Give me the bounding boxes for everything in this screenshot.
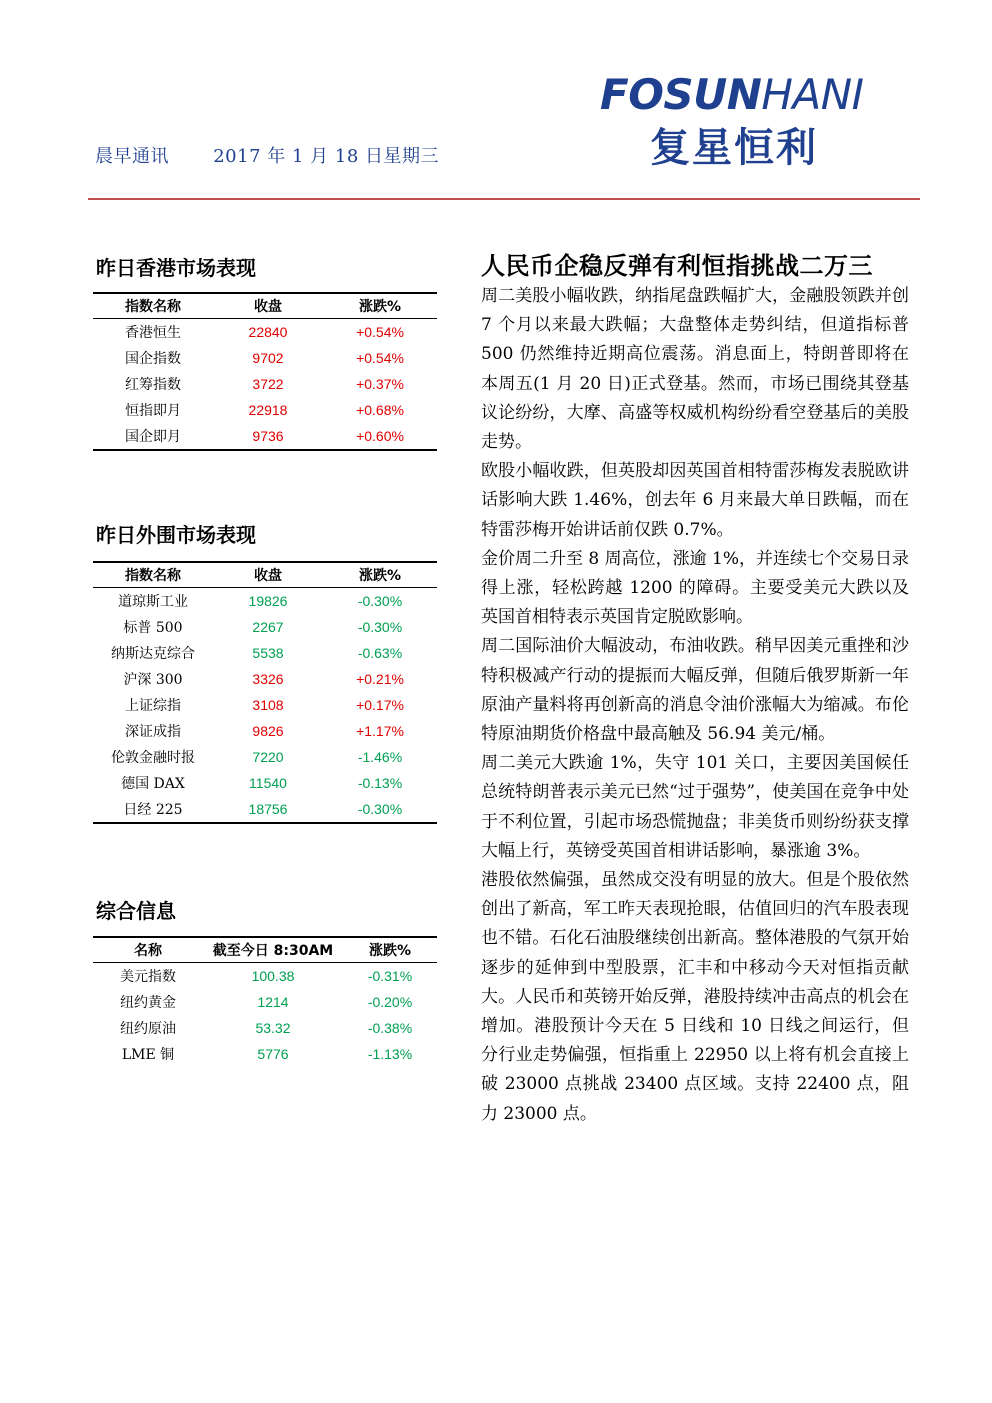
global-market-title: 昨日外围市场表现 <box>96 523 256 547</box>
article-paragraph: 周二美元大跌逾 1%，失守 101 关口，主要因美国候任总统特朗普表示美元已然“过于强势”，使美国在竞争中处于不利位置，引起市场恐慌抛盘；非美货币则纷纷获支撑大幅上行，英镑受英国首相讲话影响，暴涨逾 3%。 <box>481 753 909 861</box>
index-name: 美元指数 <box>120 969 176 985</box>
index-name: 国企即月 <box>93 423 213 450</box>
index-name: 香港恒生 <box>125 325 181 341</box>
index-change: -0.30% <box>357 593 403 609</box>
index-name: 红筹指数 <box>125 377 181 393</box>
article-title: 人民币企稳反弹有利恒指挑战二万三 <box>481 252 873 280</box>
index-change: +1.17% <box>356 723 404 739</box>
table-row <box>93 1015 437 1041</box>
table-row <box>93 319 437 346</box>
article-body <box>481 282 909 1129</box>
index-name: 沪深 300 <box>123 672 183 688</box>
index-name: 日经 225 <box>93 796 213 823</box>
col-header-name: 指数名称 <box>93 293 213 319</box>
col-header-close: 收盘 <box>213 293 323 319</box>
index-change: +0.54% <box>356 324 404 340</box>
index-change: -0.20% <box>367 994 413 1010</box>
index-name: 伦敦金融时报 <box>111 750 195 766</box>
index-change: +0.21% <box>356 671 404 687</box>
table-row <box>93 692 437 718</box>
table-row <box>93 371 437 397</box>
index-name: 道琼斯工业 <box>118 594 188 610</box>
table-row <box>93 423 437 450</box>
index-change: +0.37% <box>356 376 404 392</box>
index-change: -0.63% <box>357 645 403 661</box>
col-header-change: 涨跌% <box>343 937 437 963</box>
index-change: +0.17% <box>356 697 404 713</box>
company-logo-cn: 复星恒利 <box>650 125 818 171</box>
index-close: 7220 <box>252 749 284 765</box>
table-row <box>93 989 437 1015</box>
article-paragraph: 周二美股小幅收跌，纳指尾盘跌幅扩大，金融股领跌并创 7 个月以来最大跌幅；大盘整体走势纠结，但道指标普 500 仍然维持近期高位震荡。消息面上，特朗普即将在本周五(1 月 20 日)正式登基。然而，市场已围绕其登基议论纷纷，大摩、高盛等权威机构纷纷看空登基后的美股走势。 <box>481 286 909 453</box>
index-change: -1.13% <box>367 1046 413 1062</box>
general-info-title: 综合信息 <box>96 899 176 923</box>
table-header-row <box>93 562 437 588</box>
global-market-table <box>93 561 437 824</box>
index-close: 22918 <box>248 402 288 418</box>
index-close: 22840 <box>248 324 288 340</box>
col-header-name: 名称 <box>93 937 203 963</box>
index-close: 3722 <box>252 376 284 392</box>
index-change: +0.60% <box>323 423 437 450</box>
table-row <box>93 718 437 744</box>
index-name: 上证综指 <box>125 698 181 714</box>
index-close: 9702 <box>252 350 284 366</box>
table-row <box>93 588 437 615</box>
index-close: 11540 <box>249 775 287 791</box>
index-change: -0.13% <box>357 775 403 791</box>
col-header-change: 涨跌% <box>323 562 437 588</box>
index-change: -0.38% <box>367 1020 413 1036</box>
index-name: 纽约黄金 <box>120 995 176 1011</box>
index-close: 9736 <box>213 423 323 450</box>
table-row <box>93 345 437 371</box>
index-name: LME 铜 <box>121 1047 175 1063</box>
index-close: 2267 <box>252 619 284 635</box>
table-row <box>93 397 437 423</box>
table-row <box>93 640 437 666</box>
index-close: 53.32 <box>255 1020 291 1036</box>
table-row <box>93 744 437 770</box>
index-close: 1214 <box>257 994 289 1010</box>
table-row <box>93 614 437 640</box>
table-row <box>93 770 437 796</box>
index-change: +0.54% <box>356 350 404 366</box>
hk-market-table <box>93 292 437 451</box>
index-change: -1.46% <box>357 749 403 765</box>
index-name: 纳斯达克综合 <box>111 646 195 662</box>
index-change: -0.30% <box>323 796 437 823</box>
newsletter-date: 2017 年 1 月 18 日星期三 <box>213 146 440 167</box>
hk-market-title: 昨日香港市场表现 <box>96 256 256 280</box>
table-row <box>93 666 437 692</box>
index-close: 5538 <box>252 645 284 661</box>
index-change: +0.68% <box>356 402 404 418</box>
index-name: 深证成指 <box>125 724 181 740</box>
newsletter-header <box>95 142 439 168</box>
col-header-close: 截至今日 8:30AM <box>203 937 343 963</box>
index-name: 标普 500 <box>123 620 183 636</box>
index-name: 德国 DAX <box>121 776 185 792</box>
table-header-row <box>93 937 437 963</box>
col-header-name: 指数名称 <box>93 562 213 588</box>
company-logo-en <box>600 70 864 119</box>
index-close: 3326 <box>252 671 284 687</box>
index-close: 3108 <box>252 697 284 713</box>
table-row <box>93 963 437 990</box>
index-change: -0.30% <box>357 619 403 635</box>
index-close: 9826 <box>252 723 284 739</box>
col-header-close: 收盘 <box>213 562 323 588</box>
index-close: 19826 <box>248 593 288 609</box>
logo-en-bold: FOSUN <box>600 70 762 119</box>
header-divider <box>88 198 920 200</box>
newsletter-name: 晨早通讯 <box>95 146 169 167</box>
article-paragraph: 港股依然偏强，虽然成交没有明显的放大。但是个股依然创出了新高，军工昨天表现抢眼，估值回归的汽车股表现也不错。石化石油股继续创出新高。整体港股的气氛开始逐步的延伸到中型股票，汇丰和中移动今天对恒指贡献大。人民币和英镑开始反弹，港股持续冲击高点的机会在增加。港股预计今天在 5 日线和 10 日线之间运行，但分行业走势偏强，恒指重上 22950 以上将有机会直接上破 23000 点挑战 23400 点区域。支持 22400 点，阻力 23000 点。 <box>481 870 909 1124</box>
index-close: 100.38 <box>251 968 295 984</box>
logo-en-thin: HANI <box>761 70 864 119</box>
index-close: 5776 <box>257 1046 289 1062</box>
col-header-change: 涨跌% <box>323 293 437 319</box>
article-paragraph: 金价周二升至 8 周高位，涨逾 1%，并连续七个交易日录得上涨，轻松跨越 1200 的障碍。主要受美元大跌以及英国首相特表示英国肯定脱欧影响。 <box>481 548 909 628</box>
general-info-table <box>93 936 437 1067</box>
table-row <box>93 796 437 823</box>
article-paragraph: 周二国际油价大幅波动，布油收跌。稍早因美元重挫和沙特积极减产行动的提振而大幅反弹，但随后俄罗斯新一年原油产量料将再创新高的消息令油价涨幅大为缩减。布伦特原油期货价格盘中最高触及 56.94 美元/桶。 <box>481 636 909 745</box>
index-name: 纽约原油 <box>120 1021 176 1037</box>
index-name: 恒指即月 <box>125 403 181 419</box>
index-name: 国企指数 <box>125 351 181 367</box>
index-change: -0.31% <box>367 968 413 984</box>
article-paragraph: 欧股小幅收跌，但英股却因英国首相特雷莎梅发表脱欧讲话影响大跌 1.46%，创去年 6 月来最大单日跌幅，而在特雷莎梅开始讲话前仅跌 0.7%。 <box>481 461 909 540</box>
index-close: 18756 <box>213 796 323 823</box>
table-header-row <box>93 293 437 319</box>
table-row <box>93 1041 437 1067</box>
